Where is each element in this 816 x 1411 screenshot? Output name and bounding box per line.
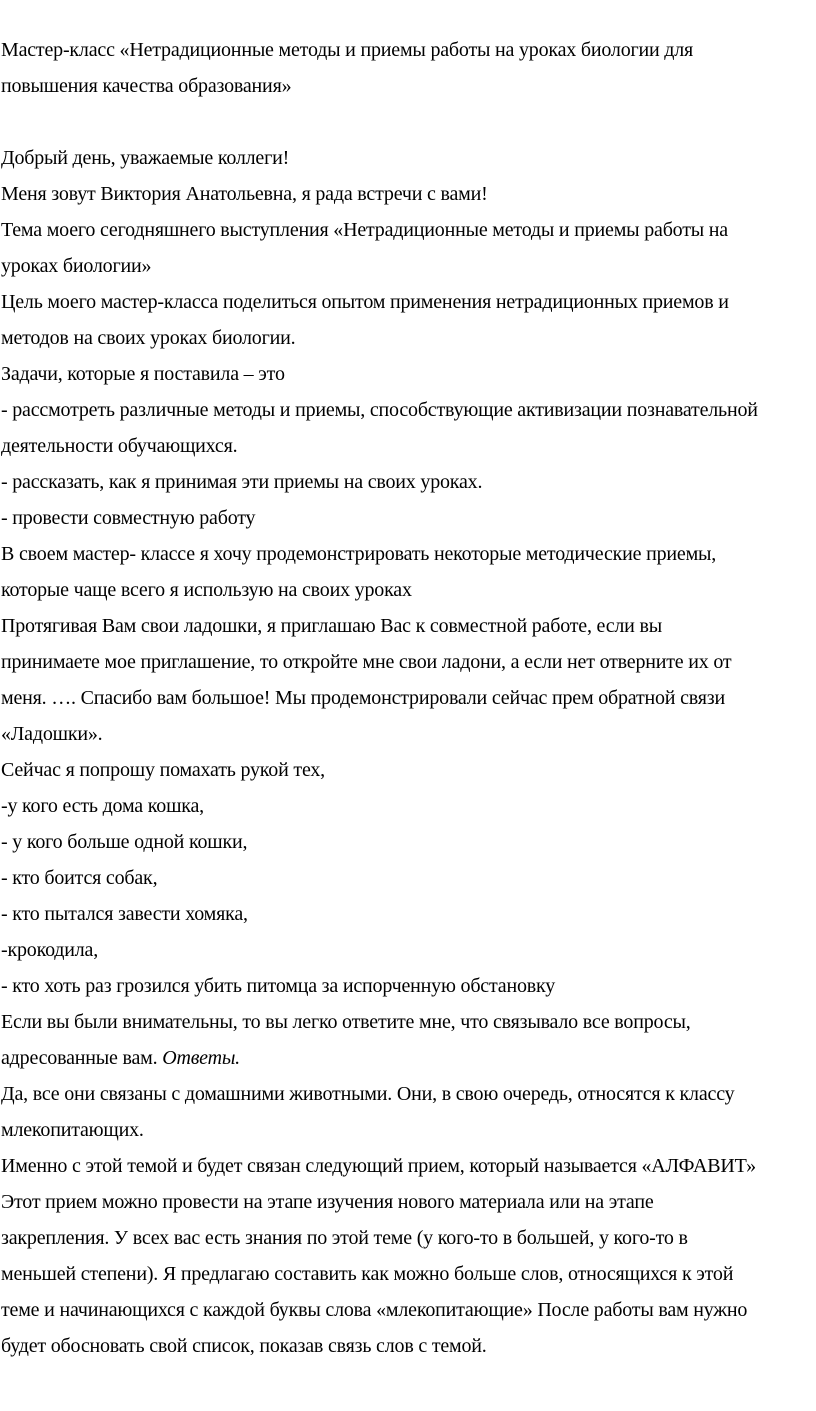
paragraph-line: «Ладошки».: [1, 723, 103, 745]
paragraph-line: -у кого есть дома кошка,: [1, 795, 204, 817]
paragraph-line: - у кого больше одной кошки,: [1, 831, 248, 853]
paragraph-line: Цель моего мастер-класса поделиться опытом применения нетрадиционных приемов и: [1, 291, 729, 313]
document-body: [1, 140, 816, 1040]
line-text: адресованные вам.: [1, 1047, 163, 1069]
paragraph-line: Тема моего сегодняшнего выступления «Нетрадиционные методы и приемы работы на: [1, 219, 728, 241]
paragraph-line: Да, все они связаны с домашними животными. Они, в свою очередь, относятся к классу: [1, 1083, 735, 1105]
paragraph-line: [1, 1040, 816, 1076]
title-line: повышения качества образования»: [1, 75, 292, 97]
document-body-continued: [1, 1076, 816, 1364]
paragraph-line: будет обосновать свой список, показав связь слов с темой.: [1, 1335, 487, 1357]
document-title: [1, 32, 816, 104]
paragraph-line: теме и начинающихся с каждой буквы слова «млекопитающие» После работы вам нужно: [1, 1299, 748, 1321]
paragraph-line: В своем мастер- классе я хочу продемонстрировать некоторые методические приемы,: [1, 543, 717, 565]
paragraph-line: - кто пытался завести хомяка,: [1, 903, 248, 925]
blank-line: [1, 104, 816, 140]
title-line: Мастер-класс «Нетрадиционные методы и приемы работы на уроках биологии для: [1, 39, 694, 61]
paragraph-line: меньшей степени). Я предлагаю составить как можно больше слов, относящихся к этой: [1, 1263, 734, 1285]
paragraph-line: Именно с этой темой и будет связан следующий прием, который называется «АЛФАВИТ»: [1, 1155, 756, 1177]
paragraph-line: -крокодила,: [1, 939, 99, 961]
paragraph-line: Добрый день, уважаемые коллеги!: [1, 147, 290, 169]
paragraph-line: уроках биологии»: [1, 255, 152, 277]
paragraph-line: - рассмотреть различные методы и приемы, способствующие активизации познавательной: [1, 399, 758, 421]
paragraph-line: - кто хоть раз грозился убить питомца за испорченную обстановку: [1, 975, 556, 997]
paragraph-line: Если вы были внимательны, то вы легко ответите мне, что связывало все вопросы,: [1, 1011, 691, 1033]
paragraph-line: методов на своих уроках биологии.: [1, 327, 296, 349]
paragraph-line: - провести совместную работу: [1, 507, 256, 529]
paragraph-line: меня. …. Спасибо вам большое! Мы продемонстрировали сейчас прем обратной связи: [1, 687, 725, 709]
answers-italic: Ответы.: [162, 1047, 240, 1069]
paragraph-line: млекопитающих.: [1, 1119, 144, 1141]
paragraph-line: Этот прием можно провести на этапе изучения нового материала или на этапе: [1, 1191, 654, 1213]
paragraph-line: принимаете мое приглашение, то откройте мне свои ладони, а если нет отверните их от: [1, 651, 732, 673]
paragraph-line: - рассказать, как я принимая эти приемы на своих уроках.: [1, 471, 483, 493]
paragraph-line: Сейчас я попрошу помахать рукой тех,: [1, 759, 325, 781]
paragraph-line: - кто боится собак,: [1, 867, 158, 889]
paragraph-line: деятельности обучающихся.: [1, 435, 238, 457]
paragraph-line: которые чаще всего я использую на своих уроках: [1, 579, 412, 601]
paragraph-line: Протягивая Вам свои ладошки, я приглашаю Вас к совместной работе, если вы: [1, 615, 662, 637]
paragraph-line: закрепления. У всех вас есть знания по этой теме (у кого-то в большей, у кого-то в: [1, 1227, 688, 1249]
paragraph-line: Меня зовут Виктория Анатольевна, я рада встречи с вами!: [1, 183, 488, 205]
paragraph-line: Задачи, которые я поставила – это: [1, 363, 285, 385]
